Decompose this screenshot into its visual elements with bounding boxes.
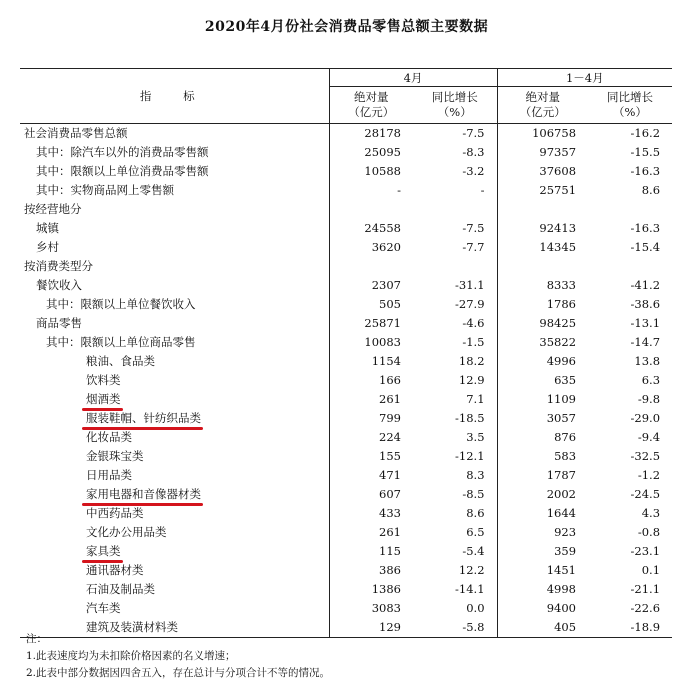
- row-label-text: 建筑及装潢材料类: [86, 620, 178, 634]
- row-label-text: 烟酒类: [86, 392, 121, 406]
- cell-april-yoy: 7.1: [466, 392, 485, 406]
- cell-april-yoy: [413, 200, 497, 219]
- cell-janapr-abs: [497, 257, 588, 276]
- cell-april-abs: 261: [329, 523, 413, 542]
- row-label-text: 商品零售: [36, 316, 82, 330]
- cell-april-yoy: -4.6: [462, 316, 485, 330]
- cell-april-yoy: -8.5: [462, 487, 485, 501]
- cell-janapr-yoy: -32.5: [630, 449, 661, 463]
- cell-april-abs: [329, 200, 413, 219]
- cell-april-yoy: -8.3: [462, 145, 485, 159]
- row-label: [20, 409, 329, 428]
- table-row: [20, 523, 672, 542]
- cell-april-yoy: 0.0: [466, 601, 485, 615]
- cell-april-abs: 28178: [329, 124, 413, 144]
- row-label-text: 其中：除汽车以外的消费品零售额: [36, 145, 209, 159]
- row-label-text: 通讯器材类: [86, 563, 144, 577]
- row-label: [20, 542, 329, 561]
- header-janapr-yoy: 同比增长 （%）: [588, 87, 672, 124]
- row-label-text: 金银珠宝类: [86, 449, 144, 463]
- row-label: [20, 219, 329, 238]
- table-row: [20, 390, 672, 409]
- row-label-text: 化妆品类: [86, 430, 132, 444]
- row-label: [20, 181, 329, 200]
- row-label-text: 服装鞋帽、针纺织品类: [86, 411, 201, 425]
- cell-janapr-abs: [497, 200, 588, 219]
- cell-janapr-abs: 106758: [497, 124, 588, 144]
- cell-janapr-abs: 4998: [497, 580, 588, 599]
- row-label-text: 其中：限额以上单位消费品零售额: [36, 164, 209, 178]
- table-row: [20, 181, 672, 200]
- cell-april-yoy: -: [480, 183, 485, 197]
- cell-april-yoy: [413, 257, 497, 276]
- row-label-text: 乡村: [36, 240, 59, 254]
- cell-janapr-abs: 1786: [497, 295, 588, 314]
- row-label-text: 饮料类: [86, 373, 121, 387]
- cell-april-abs: 3620: [329, 238, 413, 257]
- cell-april-abs: 115: [329, 542, 413, 561]
- note-1: 1.此表速度均为未扣除价格因素的名义增速；: [26, 650, 236, 662]
- table-row: [20, 542, 672, 561]
- header-april-abs: 绝对量 （亿元）: [329, 87, 413, 124]
- row-label-text: 其中：实物商品网上零售额: [36, 183, 174, 197]
- cell-april-abs: 2307: [329, 276, 413, 295]
- table-row: [20, 409, 672, 428]
- cell-janapr-abs: 2002: [497, 485, 588, 504]
- row-label-text: 家具类: [86, 544, 121, 558]
- cell-janapr-yoy: -16.2: [630, 126, 661, 140]
- cell-april-abs: 10083: [329, 333, 413, 352]
- header-april: 4月: [329, 69, 497, 87]
- cell-janapr-yoy: 6.3: [641, 373, 661, 387]
- header-jan-apr: 1－4月: [497, 69, 672, 87]
- cell-janapr-yoy: -29.0: [630, 411, 661, 425]
- row-label-text: 按经营地分: [24, 202, 82, 216]
- row-label: [20, 124, 329, 144]
- table-row: [20, 124, 672, 144]
- cell-april-abs: 224: [329, 428, 413, 447]
- cell-janapr-abs: 25751: [497, 181, 588, 200]
- cell-april-abs: 386: [329, 561, 413, 580]
- cell-janapr-abs: 4996: [497, 352, 588, 371]
- cell-janapr-abs: 1109: [497, 390, 588, 409]
- cell-janapr-abs: 876: [497, 428, 588, 447]
- table-row: [20, 143, 672, 162]
- row-label: [20, 371, 329, 390]
- cell-april-abs: 1386: [329, 580, 413, 599]
- retail-data-table: [20, 68, 672, 638]
- table-row: [20, 466, 672, 485]
- row-label: [20, 447, 329, 466]
- table-row: [20, 561, 672, 580]
- cell-janapr-yoy: -24.5: [630, 487, 661, 501]
- table-row: [20, 314, 672, 333]
- table-row: [20, 371, 672, 390]
- cell-april-abs: [329, 257, 413, 276]
- cell-janapr-abs: 35822: [497, 333, 588, 352]
- cell-april-yoy: 18.2: [458, 354, 485, 368]
- row-label-text: 按消费类型分: [24, 259, 93, 273]
- cell-janapr-yoy: -16.3: [630, 221, 661, 235]
- cell-april-abs: 10588: [329, 162, 413, 181]
- row-label: [20, 257, 329, 276]
- cell-janapr-yoy: -22.6: [630, 601, 661, 615]
- row-label-text: 其中：限额以上单位餐饮收入: [46, 297, 196, 311]
- cell-janapr-abs: 3057: [497, 409, 588, 428]
- cell-janapr-abs: 1644: [497, 504, 588, 523]
- cell-janapr-yoy: -0.8: [637, 525, 661, 539]
- cell-janapr-yoy: 0.1: [641, 563, 661, 577]
- cell-janapr-yoy: 4.3: [641, 506, 661, 520]
- table-title: 2020年4月份社会消费品零售总额主要数据: [204, 19, 489, 35]
- cell-april-yoy: 8.3: [466, 468, 485, 482]
- cell-april-yoy: -7.5: [462, 221, 485, 235]
- cell-janapr-abs: 635: [497, 371, 588, 390]
- row-label-text: 家用电器和音像器材类: [86, 487, 201, 501]
- cell-janapr-yoy: -13.1: [630, 316, 661, 330]
- table-row: [20, 162, 672, 181]
- cell-april-yoy: -7.5: [462, 126, 485, 140]
- cell-april-yoy: -5.8: [413, 618, 497, 638]
- cell-april-yoy: 12.2: [458, 563, 485, 577]
- row-label-text: 粮油、食品类: [86, 354, 155, 368]
- footnotes: [26, 631, 330, 682]
- header-april-yoy: 同比增长 （%）: [413, 87, 497, 124]
- row-label: [20, 561, 329, 580]
- cell-janapr-abs: 1451: [497, 561, 588, 580]
- row-label: [20, 466, 329, 485]
- row-label: [20, 428, 329, 447]
- cell-april-yoy: -3.2: [462, 164, 485, 178]
- cell-janapr-yoy: -9.8: [637, 392, 661, 406]
- cell-april-abs: 433: [329, 504, 413, 523]
- cell-janapr-yoy: -21.1: [630, 582, 661, 596]
- table-row: [20, 219, 672, 238]
- row-label: [20, 238, 329, 257]
- row-label: [20, 485, 329, 504]
- row-label: [20, 390, 329, 409]
- cell-april-yoy: 8.6: [466, 506, 485, 520]
- row-label: [20, 333, 329, 352]
- cell-janapr-yoy: -38.6: [630, 297, 661, 311]
- cell-april-abs: 25871: [329, 314, 413, 333]
- table-row: [20, 485, 672, 504]
- row-label-text: 文化办公用品类: [86, 525, 167, 539]
- row-label-text: 石油及制品类: [86, 582, 155, 596]
- cell-janapr-yoy: -41.2: [630, 278, 661, 292]
- cell-april-yoy: -18.5: [455, 411, 485, 425]
- table-row: [20, 352, 672, 371]
- header-indicator: 指 标: [20, 69, 329, 124]
- cell-april-yoy: -31.1: [455, 278, 485, 292]
- table-row: [20, 504, 672, 523]
- table-row: [20, 257, 672, 276]
- cell-janapr-yoy: 13.8: [634, 354, 661, 368]
- cell-janapr-abs: 97357: [497, 143, 588, 162]
- cell-janapr-abs: 405: [497, 618, 588, 638]
- row-label-text: 中西药品类: [86, 506, 144, 520]
- row-label-text: 汽车类: [86, 601, 121, 615]
- cell-april-abs: 607: [329, 485, 413, 504]
- row-label: [20, 295, 329, 314]
- cell-janapr-yoy: 8.6: [641, 183, 661, 197]
- cell-janapr-yoy: -1.2: [637, 468, 661, 482]
- cell-janapr-abs: 92413: [497, 219, 588, 238]
- row-label-text: 餐饮收入: [36, 278, 82, 292]
- table-row: [20, 447, 672, 466]
- cell-janapr-yoy: [588, 200, 672, 219]
- table-body: [20, 124, 672, 638]
- row-label-text: 城镇: [36, 221, 59, 235]
- cell-janapr-abs: 359: [497, 542, 588, 561]
- cell-janapr-yoy: -18.9: [588, 618, 672, 638]
- cell-april-yoy: -27.9: [455, 297, 485, 311]
- cell-janapr-yoy: -16.3: [630, 164, 661, 178]
- cell-janapr-yoy: -9.4: [637, 430, 661, 444]
- note-2: 2.此表中部分数据因四舍五入，存在总计与分项合计不等的情况。: [26, 667, 331, 679]
- cell-janapr-yoy: -15.5: [630, 145, 661, 159]
- row-label: [20, 314, 329, 333]
- cell-april-abs: 3083: [329, 599, 413, 618]
- cell-april-yoy: -7.7: [462, 240, 485, 254]
- cell-janapr-abs: 923: [497, 523, 588, 542]
- cell-april-abs: 166: [329, 371, 413, 390]
- table-row: [20, 200, 672, 219]
- cell-janapr-yoy: -23.1: [630, 544, 661, 558]
- cell-april-abs: 471: [329, 466, 413, 485]
- cell-april-yoy: 6.5: [466, 525, 485, 539]
- header-janapr-abs: 绝对量 （亿元）: [497, 87, 588, 124]
- cell-april-abs: 1154: [329, 352, 413, 371]
- row-label-text: 日用品类: [86, 468, 132, 482]
- cell-april-abs: 24558: [329, 219, 413, 238]
- table-row: [20, 333, 672, 352]
- table-row: [20, 238, 672, 257]
- cell-april-yoy: -12.1: [455, 449, 485, 463]
- cell-april-abs: 129: [329, 618, 413, 638]
- cell-janapr-yoy: [588, 257, 672, 276]
- cell-janapr-abs: 8333: [497, 276, 588, 295]
- row-label-text: 社会消费品零售总额: [24, 126, 128, 140]
- cell-janapr-yoy: -14.7: [630, 335, 661, 349]
- row-label: [20, 162, 329, 181]
- cell-janapr-yoy: -15.4: [630, 240, 661, 254]
- cell-janapr-abs: 9400: [497, 599, 588, 618]
- row-label: [20, 523, 329, 542]
- cell-april-yoy: -1.5: [462, 335, 485, 349]
- row-label-text: 其中：限额以上单位商品零售: [46, 335, 196, 349]
- cell-janapr-abs: 1787: [497, 466, 588, 485]
- row-label: [20, 580, 329, 599]
- cell-april-abs: 261: [329, 390, 413, 409]
- row-label: [20, 200, 329, 219]
- cell-april-abs: 505: [329, 295, 413, 314]
- notes-label: 注：: [26, 633, 47, 645]
- row-label: [20, 504, 329, 523]
- row-label: [20, 352, 329, 371]
- row-label: [20, 276, 329, 295]
- table-row: [20, 276, 672, 295]
- cell-april-yoy: -14.1: [455, 582, 485, 596]
- cell-april-yoy: 3.5: [466, 430, 485, 444]
- cell-janapr-abs: 98425: [497, 314, 588, 333]
- table-row: [20, 295, 672, 314]
- cell-april-yoy: 12.9: [458, 373, 485, 387]
- cell-april-yoy: -5.4: [462, 544, 485, 558]
- table-row: [20, 428, 672, 447]
- cell-april-abs: 155: [329, 447, 413, 466]
- cell-janapr-abs: 37608: [497, 162, 588, 181]
- cell-janapr-abs: 14345: [497, 238, 588, 257]
- cell-janapr-abs: 583: [497, 447, 588, 466]
- table-row: [20, 599, 672, 618]
- row-label: [20, 599, 329, 618]
- row-label: [20, 143, 329, 162]
- cell-april-abs: 25095: [329, 143, 413, 162]
- cell-april-abs: 799: [329, 409, 413, 428]
- cell-april-abs: -: [329, 181, 413, 200]
- table-row: [20, 580, 672, 599]
